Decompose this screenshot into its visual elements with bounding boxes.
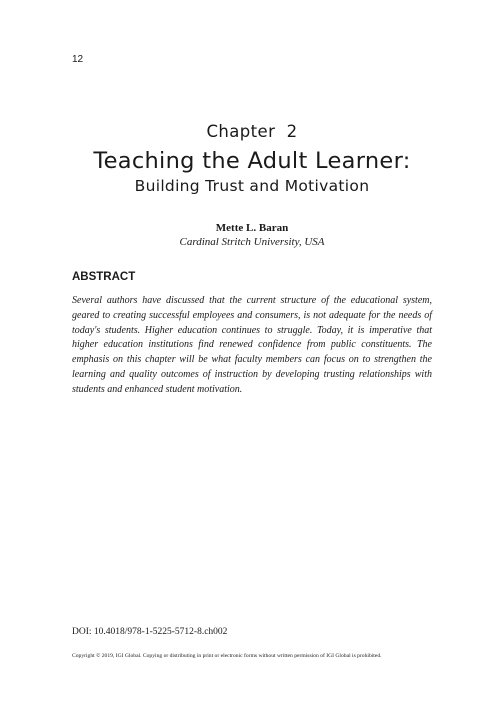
author-affiliation: Cardinal Stritch University, USA [179,236,325,248]
chapter-label: Chapter 2 [206,122,298,141]
copyright-notice: Copyright © 2019, IGI Global. Copying or distributing in print or electronic forms without written permission of IGI Global is prohibited. [72,653,382,659]
abstract-text: Several authors have discussed that the current structure of the educational system, geared to creating successful employees and consumers, is not adequate for the needs of today's students. Higher education continues to struggle. Today, it is imperative that higher education institutions find renewed confidence from public constituents. The emphasis on this chapter will be what faculty members can focus on to strengthen the learning and quality outcomes of instruction by developing trusting relationships with students and enhanced student motivation. [72,295,432,395]
page-number: 12 [72,54,84,65]
abstract-heading: ABSTRACT [72,271,136,283]
doi-line: DOI: 10.4018/978-1-5225-5712-8.ch002 [72,627,228,637]
chapter-subtitle: Building Trust and Motivation [134,177,370,195]
author-name: Mette L. Baran [215,222,289,234]
chapter-title: Teaching the Adult Learner: [93,148,411,174]
